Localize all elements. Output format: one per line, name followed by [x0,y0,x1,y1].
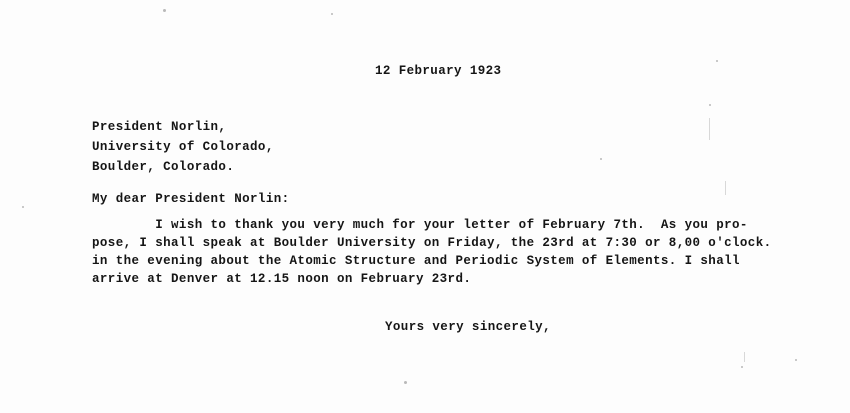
scan-artifact-line [725,181,726,195]
salutation: My dear President Norlin: [92,192,290,206]
scan-speckle [600,158,602,160]
scan-speckle [709,104,711,106]
scan-speckle [716,60,718,62]
scan-speckle [331,13,333,15]
body-line: arrive at Denver at 12.15 noon on February 23rd. [92,272,472,286]
letter-date: 12 February 1923 [375,64,502,78]
recipient-institution: University of Colorado, [92,140,274,154]
closing-salutation: Yours very sincerely, [385,320,551,334]
scan-speckle [22,206,24,208]
scan-speckle [795,359,797,361]
recipient-city: Boulder, Colorado. [92,160,235,174]
scan-artifact-line [709,118,710,140]
recipient-name: President Norlin, [92,120,227,134]
scan-speckle [163,9,166,12]
scan-artifact-line [744,352,745,362]
scan-speckle [404,381,407,384]
body-line: I wish to thank you very much for your letter of February 7th. As you pro- [92,218,748,232]
body-line: pose, I shall speak at Boulder University on Friday, the 23rd at 7:30 or 8,00 o'clock. [92,236,772,250]
scan-speckle [741,366,743,368]
body-line: in the evening about the Atomic Structure and Periodic System of Elements. I shall [92,254,740,268]
